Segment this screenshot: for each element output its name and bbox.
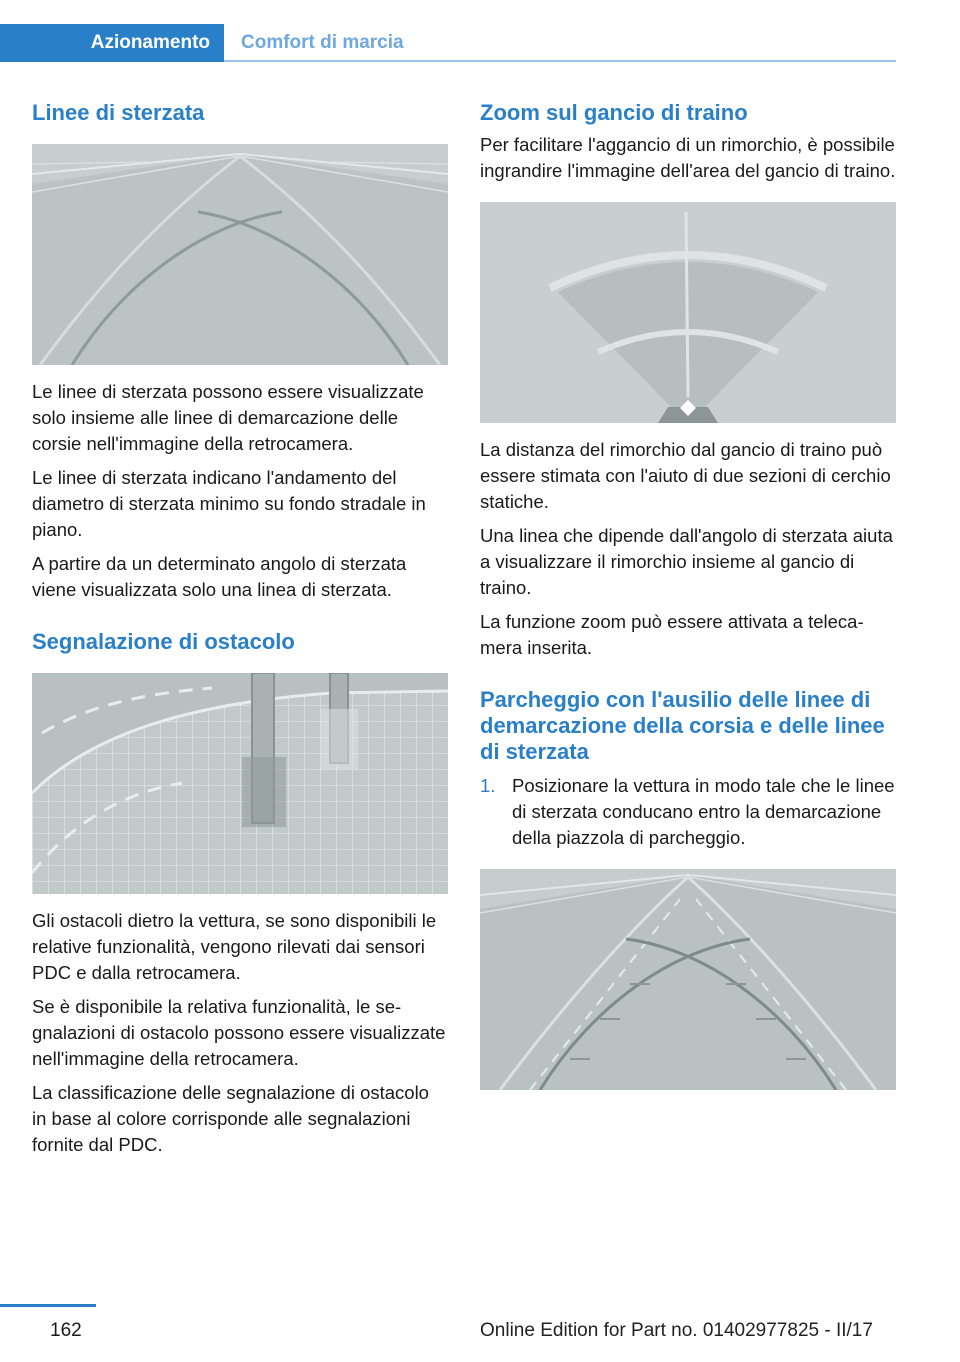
tow-hitch-zoom-figure [480, 202, 896, 423]
paragraph: Gli ostacoli dietro la vettura, se sono disponibili le relative funzionalità, vengono rilevati dai sensori PDC e dalla retrocamera. [32, 910, 437, 983]
obstacle-marking-figure [32, 673, 448, 894]
paragraph: Le linee di sterzata possono essere visualizzate solo insieme alle linee di demarcazione delle corsie nell'immagine della retrocamera. [32, 381, 424, 454]
paragraph: La distanza del rimorchio dal gancio di traino può essere stimata con l'aiuto di due sezioni di cerchio statiche. [480, 439, 891, 512]
paragraph: Se è disponibile la relativa funzionalità, le segnalazioni di ostacolo possono essere visualizzate nell'immagine della retrocamera. [32, 996, 446, 1069]
left-column [32, 100, 448, 1158]
section-title-tow-hitch-zoom: Zoom sul gancio di traino [480, 100, 748, 125]
steering-lines-figure [32, 144, 448, 365]
section-title-obstacle-marking: Segnalazione di ostacolo [32, 629, 295, 654]
list-number: 1. [480, 775, 496, 796]
header-divider [224, 60, 896, 62]
right-column [480, 100, 896, 1090]
tab-comfort-di-marcia[interactable]: Comfort di marcia [241, 32, 404, 53]
list-item [480, 773, 896, 851]
paragraph: Una linea che dipende dall'angolo di sterzata aiuta a visualizzare il rimorchio insieme al gancio di traino. [480, 525, 893, 598]
page-number: 162 [50, 1320, 82, 1341]
list-text: Posizionare la vettura in modo tale che le linee di sterzata conducano entro la demarcazione della piazzola di parcheggio. [512, 775, 895, 848]
paragraph: La funzione zoom può essere attivata a telecamera inserita. [480, 611, 864, 658]
paragraph: A partire da un determinato angolo di sterzata viene visualizzata solo una linea di sterzata. [32, 553, 407, 600]
section-title-steering-lines: Linee di sterzata [32, 100, 205, 125]
page-header [0, 0, 960, 64]
edition-note: Online Edition for Part no. 01402977825 - II/17 [480, 1320, 873, 1341]
section-title-parking-assist: Parcheggio con l'ausilio delle linee di demarcazione della corsia e delle linee di sterzata [480, 687, 885, 764]
parking-lines-figure [480, 869, 896, 1090]
tab-azionamento[interactable]: Azionamento [0, 24, 224, 62]
footer-divider [0, 1304, 96, 1307]
paragraph: Per facilitare l'aggancio di un rimorchio, è possibile ingrandire l'immagine dell'area del gancio di traino. [480, 134, 896, 181]
paragraph: Le linee di sterzata indicano l'andamento del diametro di sterzata minimo su fondo stradale in piano. [32, 467, 426, 540]
paragraph: La classificazione delle segnalazione di ostacolo in base al colore corrisponde alle segnalazioni fornite dal PDC. [32, 1082, 429, 1155]
